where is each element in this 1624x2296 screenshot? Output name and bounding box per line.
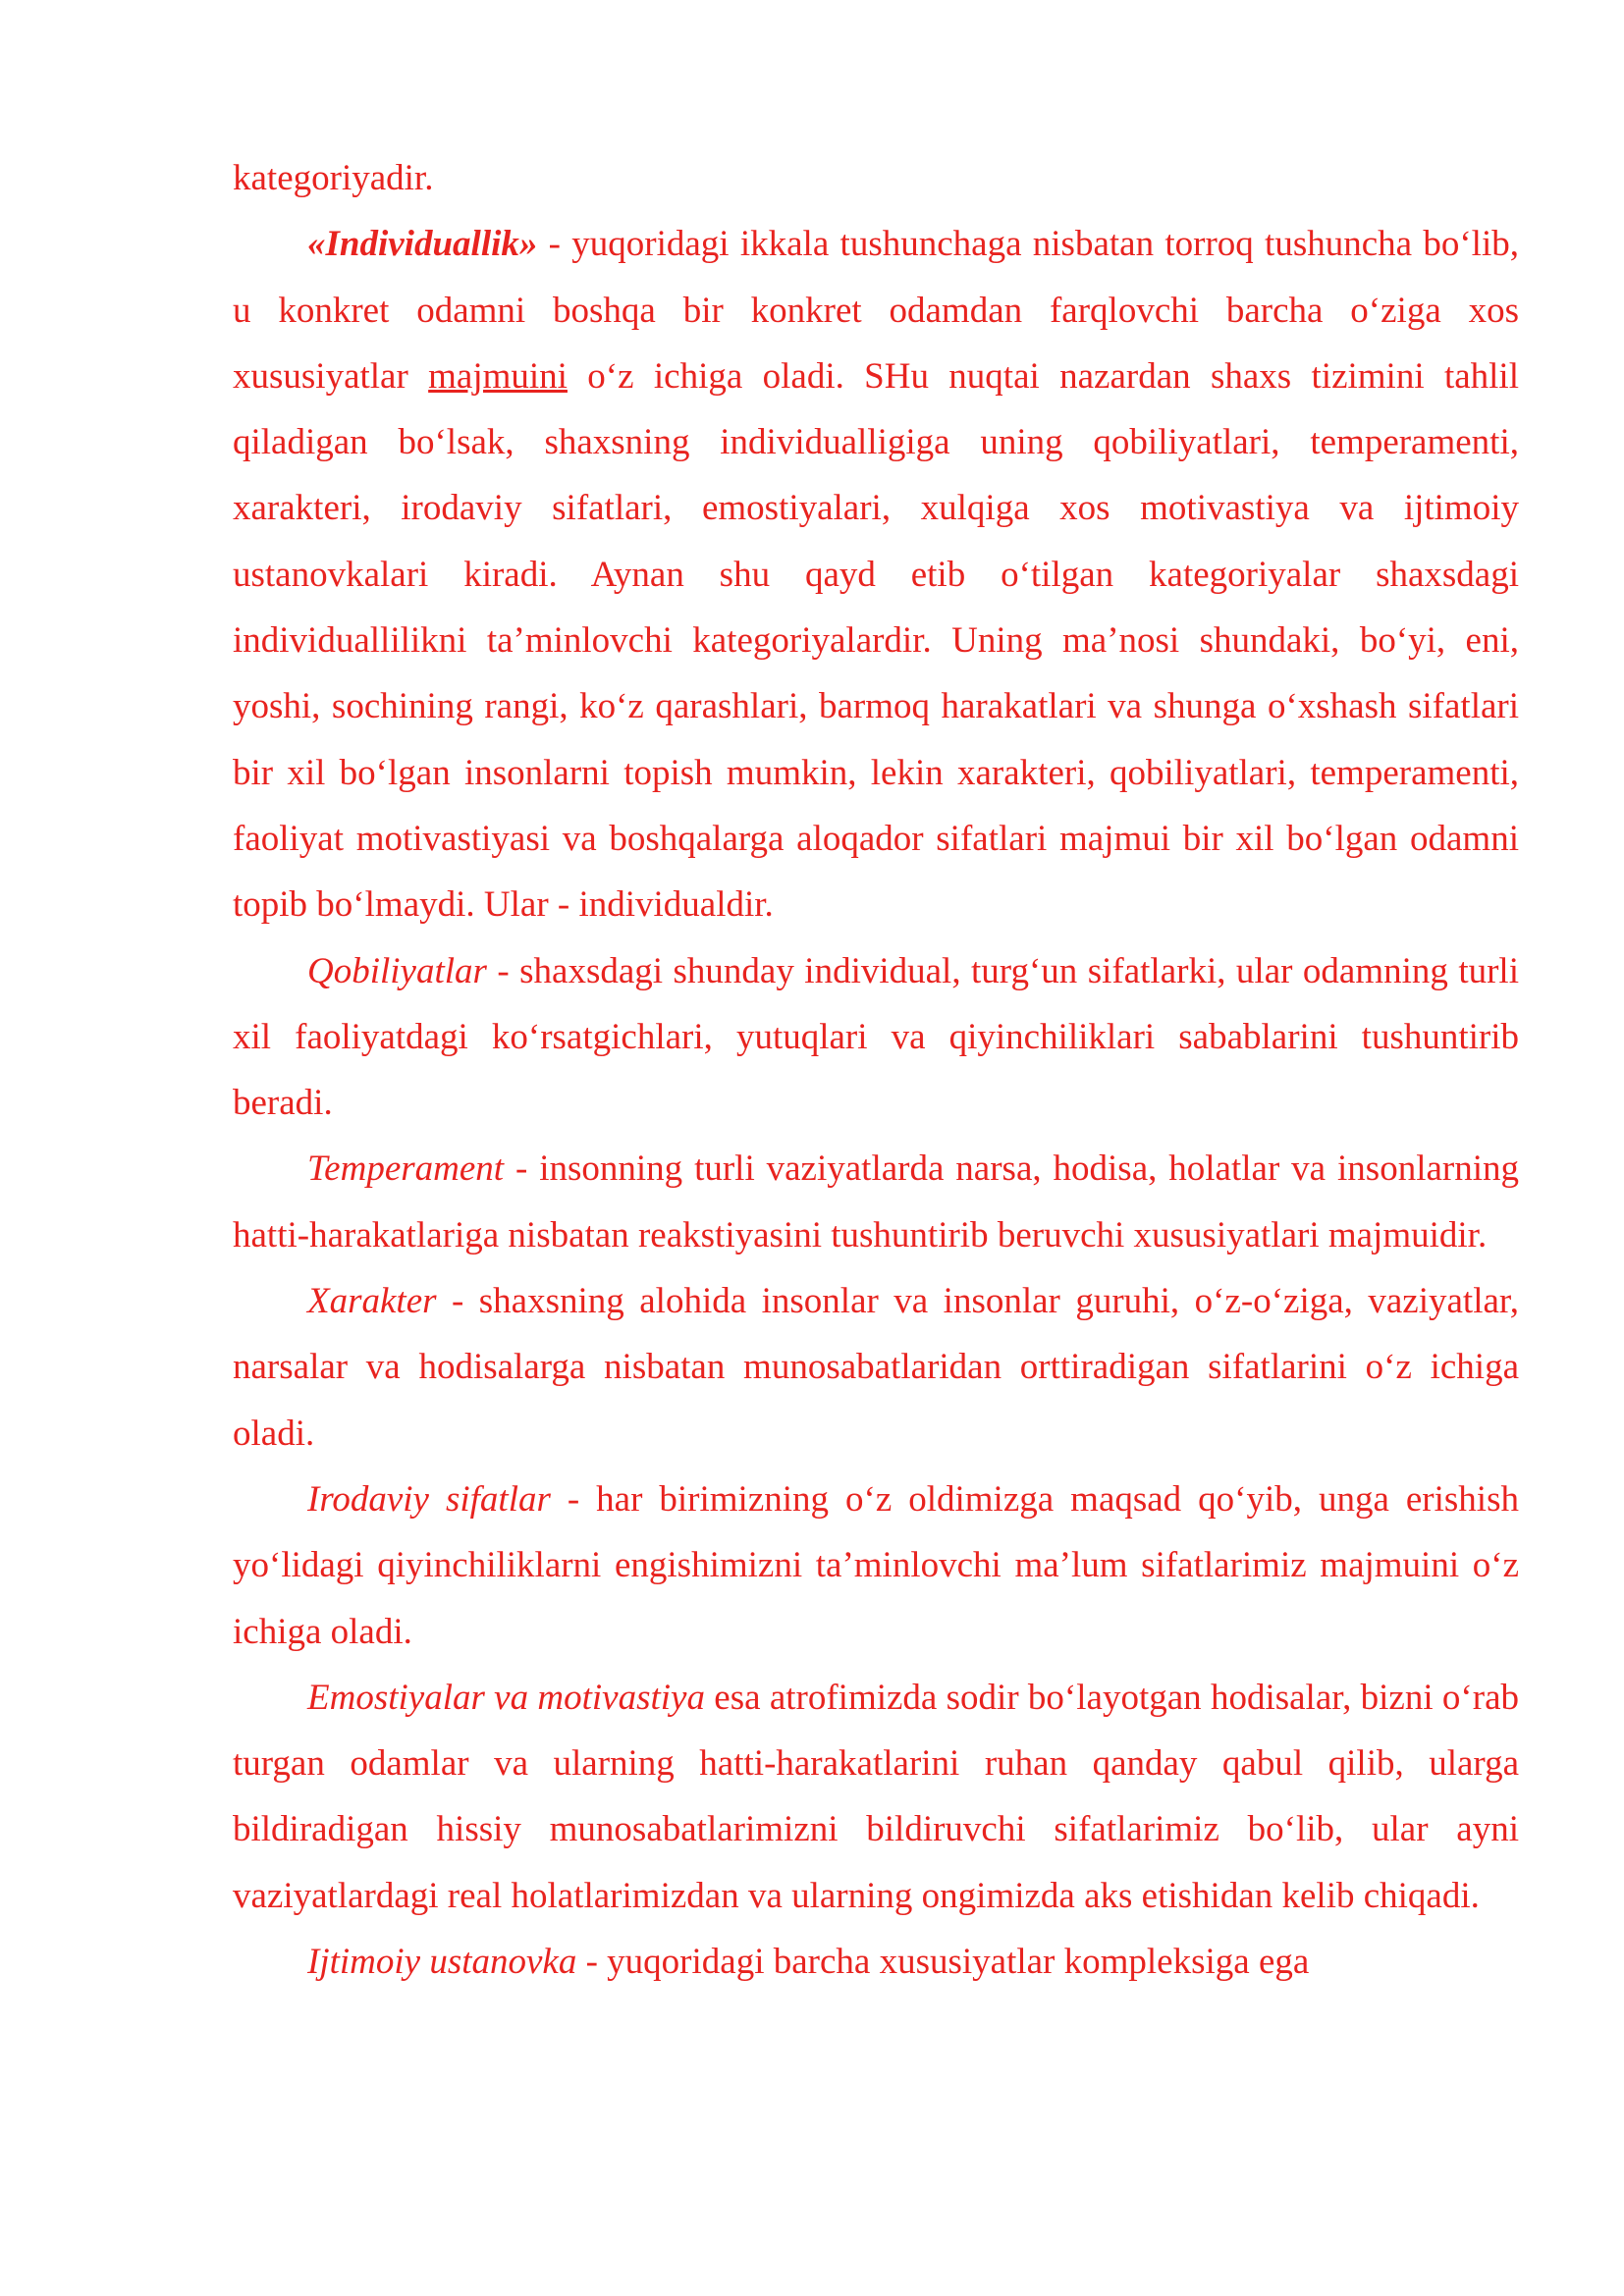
paragraph-text: - insonning turli vaziyatlarda narsa, hodisa, holatlar va insonlarning hatti-harakatlariga nisbatan reakstiyasini tushuntirib beruvchi xususiyatlari majmuidir. <box>233 1148 1519 1255</box>
paragraph-temperament <box>233 1136 1519 1268</box>
paragraph-irodaviy-sifatlar <box>233 1467 1519 1665</box>
paragraph-text: - har birimizning o‘z oldimizga maqsad qo‘yib, unga erishish yo‘lidagi qiyinchiliklarni engishimizni ta’minlovchi ma’lum sifatlarimiz majmuini o‘z ichiga oladi. <box>233 1478 1519 1652</box>
underlined-word: majmuini <box>428 355 568 397</box>
term-individuallik: «Individuallik» <box>307 224 538 265</box>
paragraph-qobiliyatlar <box>233 938 1519 1137</box>
term-xarakter: Xarakter <box>307 1281 437 1322</box>
term-irodaviy-sifatlar: Irodaviy sifatlar <box>307 1478 551 1520</box>
paragraph-text: - shaxsning alohida insonlar va insonlar guruhi, o‘z-o‘ziga, vaziyatlar, narsalar va hodisalarga nisbatan munosabatlaridan orttiradigan sifatlarini o‘z ichiga oladi. <box>233 1281 1519 1454</box>
paragraph-text: - yuqoridagi ikkala tushunchaga nisbatan torroq tushuncha bo‘lib, u konkret odamni boshqa bir konkret odamdan farqlovchi barcha o‘ziga xos xususiyatlar <box>233 224 1519 397</box>
paragraph-emostiyalar <box>233 1665 1519 1929</box>
paragraph-individuallik <box>233 211 1519 937</box>
paragraph-text: o‘z ichiga oladi. SHu nuqtai nazardan shaxs tizimini tahlil qiladigan bo‘lsak, shaxsning individualligiga uning qobiliyatlari, temperamenti, xarakteri, irodaviy sifatlari, emostiyalari, xulqiga xos motivastiya va ijtimoiy ustanovkalari kiradi. Aynan shu qayd etib o‘tilgan kategoriyalar shaxsdagi individuallilikni ta’minlovchi kategoriyalardir. Uning ma’nosi shundaki, bo‘yi, eni, yoshi, sochining rangi, ko‘z qarashlari, barmoq harakatlari va shunga o‘xshash sifatlari bir xil bo‘lgan insonlarni topish mumkin, lekin xarakteri, qobiliyatlari, temperamenti, faoliyat motivastiyasi va boshqalarga aloqador sifatlari majmui bir xil bo‘lgan odamni topib bo‘lmaydi. Ular - individualdir. <box>233 355 1519 926</box>
term-ijtimoiy-ustanovka: Ijtimoiy ustanovka <box>307 1942 577 1983</box>
paragraph-ijtimoiy-ustanovka <box>233 1929 1519 1995</box>
paragraph-text: - shaxsdagi shunday individual, turg‘un sifatlarki, ular odamning turli xil faoliyatdagi ko‘rsatgichlari, yutuqlari va qiyinchiliklari sabablarini tushuntirib beradi. <box>233 950 1519 1124</box>
paragraph-text: kategoriyadir. <box>233 158 434 198</box>
term-qobiliyatlar: Qobiliyatlar <box>307 950 487 991</box>
paragraph-continuation <box>233 145 1519 211</box>
document-page <box>233 145 1519 1995</box>
term-temperament: Temperament <box>307 1148 505 1190</box>
paragraph-xarakter <box>233 1268 1519 1467</box>
paragraph-text: - yuqoridagi barcha xususiyatlar kompleksiga ega <box>576 1942 1310 1983</box>
term-emostiyalar-va-motivastiya: Emostiyalar va motivastiya <box>307 1677 705 1718</box>
paragraph-text: esa atrofimizda sodir bo‘layotgan hodisalar, bizni o‘rab turgan odamlar va ularning hatti-harakatlarini ruhan qanday qabul qilib, ularga bildiradigan hissiy munosabatlarimizni bildiruvchi sifatlarimiz bo‘lib, ular ayni vaziyatlardagi real holatlarimizdan va ularning ongimizda aks etishidan kelib chiqadi. <box>233 1677 1519 1916</box>
